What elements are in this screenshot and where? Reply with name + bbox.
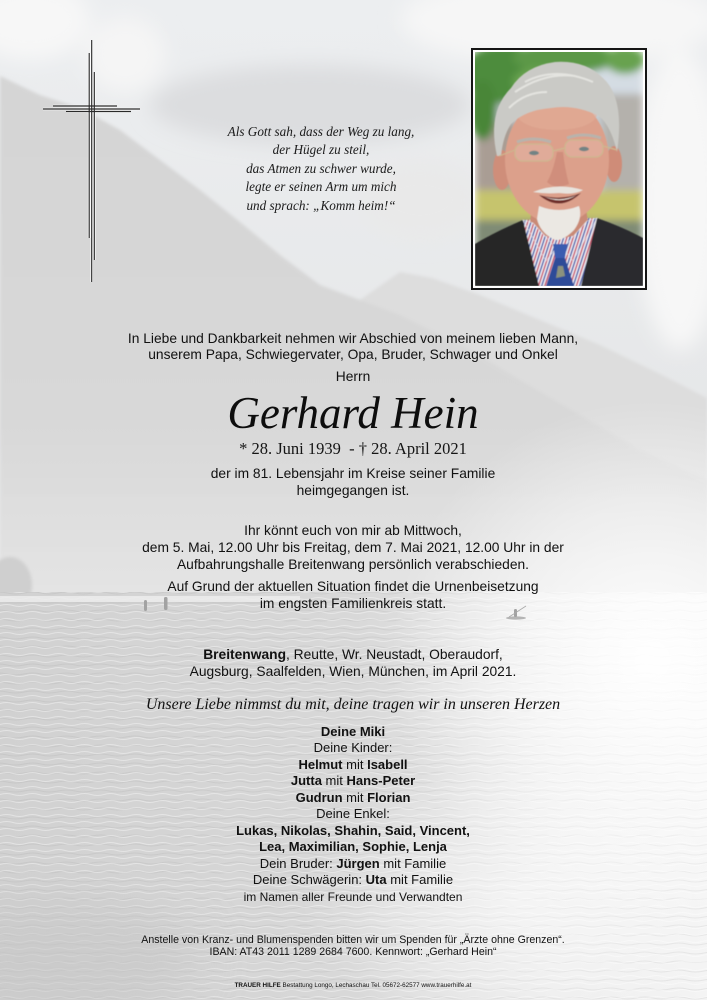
mourner-text: Dein Bruder: <box>259 855 337 871</box>
poem-line: und sprach: „Komm heim!“ <box>246 197 396 213</box>
funeral-home-footer <box>0 982 706 990</box>
mourner-text: im Namen aller Freunde und Verwandten <box>243 889 463 904</box>
salutation: Herrn <box>335 369 371 384</box>
places-line: Augsburg, Saalfelden, Wien, München, im April 2021. <box>189 663 517 679</box>
farewell-line: dem 5. Mai, 12.00 Uhr bis Freitag, dem 7. Mai 2021, 12.00 Uhr in der <box>142 539 564 555</box>
mourner-text: Jutta <box>290 773 322 789</box>
poem-line: das Atmen zu schwer wurde, <box>246 160 396 176</box>
cross-icon <box>0 0 160 300</box>
burial-line: im engsten Familienkreis statt. <box>259 595 447 611</box>
mourner-line <box>0 856 706 873</box>
portrait-photo <box>475 52 643 286</box>
poem-line: Als Gott sah, dass der Weg zu lang, <box>227 124 415 139</box>
life-dates: * 28. Juni 1939 - † 28. April 2021 <box>239 439 467 458</box>
poem <box>171 123 471 215</box>
deceased-name: Gerhard Hein <box>227 388 479 438</box>
places-line <box>0 647 706 664</box>
donation-line: Anstelle von Kranz- und Blumenspenden bitten wir um Spenden für „Ärzte ohne Grenzen“. <box>141 933 565 946</box>
mourner-text: Gudrun <box>295 789 343 805</box>
mourner-text: Deine Miki <box>320 723 386 739</box>
mourner-text: Jürgen <box>336 855 380 871</box>
intro-text <box>0 331 706 363</box>
mourner-line <box>0 757 706 774</box>
donation-note <box>0 934 706 959</box>
portrait-photo-frame <box>471 48 647 290</box>
place-names: , Reutte, Wr. Neustadt, Oberaudorf, <box>286 647 503 662</box>
passing-text <box>0 466 706 499</box>
mourner-line <box>0 889 706 906</box>
tie-knot <box>553 244 567 258</box>
passing-line: heimgegangen ist. <box>296 482 410 498</box>
mourner-line <box>0 806 706 823</box>
poem-line: der Hügel zu steil, <box>272 142 370 158</box>
mourner-line <box>0 872 706 889</box>
mourner-text: Lukas, Nikolas, Shahin, Said, Vincent, <box>236 822 470 838</box>
place-name: Breitenwang <box>203 647 286 662</box>
farewell-text <box>0 522 706 573</box>
mourners-list <box>0 724 706 906</box>
mourner-line <box>0 740 706 757</box>
mourner-line <box>0 773 706 790</box>
mourner-text: mit Familie <box>386 872 454 888</box>
mourner-line <box>0 823 706 840</box>
mourner-text: Deine Kinder: <box>313 740 393 756</box>
mourner-text: mit <box>342 789 368 805</box>
mourner-text: Helmut <box>298 756 343 772</box>
mourner-text: Deine Enkel: <box>316 806 390 822</box>
passing-line: der im 81. Lebensjahr im Kreise seiner Familie <box>210 466 496 481</box>
burial-line: Auf Grund der aktuellen Situation findet die Urnenbeisetzung <box>167 579 539 594</box>
donation-line: IBAN: AT43 2011 1289 2684 7600. Kennwort: „Gerhard Hein“ <box>209 946 497 959</box>
farewell-line: Aufbahrungshalle Breitenwang persönlich verabschieden. <box>176 556 530 572</box>
funeral-home-details: Bestattung Longo, Lechaschau Tel. 05672-62577 www.trauerhilfe.at <box>280 982 472 989</box>
mourner-line <box>0 724 706 741</box>
mourner-text: Isabell <box>367 756 408 772</box>
mourner-text: Hans-Peter <box>346 773 416 789</box>
burial-text <box>0 579 706 612</box>
motto: Unsere Liebe nimmst du mit, deine tragen wir in unseren Herzen <box>145 696 561 713</box>
poem-line: legte er seinen Arm um mich <box>245 179 397 195</box>
mourner-text: mit <box>342 756 368 772</box>
mourner-text: Uta <box>365 872 387 888</box>
funeral-home-brand: TRAUER HILFE <box>234 982 281 989</box>
mourner-text: Florian <box>367 789 411 805</box>
farewell-line: Ihr könnt euch von mir ab Mittwoch, <box>244 522 462 538</box>
mourner-line <box>0 790 706 807</box>
mourner-text: Deine Schwägerin: <box>252 872 366 888</box>
mourner-text: Lea, Maximilian, Sophie, Lenja <box>259 839 447 855</box>
places-and-date <box>0 647 706 680</box>
intro-line: unserem Papa, Schwiegervater, Opa, Bruder, Schwager und Onkel <box>148 347 558 362</box>
mourner-text: mit Familie <box>379 855 447 871</box>
intro-line: In Liebe und Dankbarkeit nehmen wir Abschied von meinem lieben Mann, <box>127 331 579 346</box>
mourner-line <box>0 839 706 856</box>
mourner-text: mit <box>321 773 347 789</box>
